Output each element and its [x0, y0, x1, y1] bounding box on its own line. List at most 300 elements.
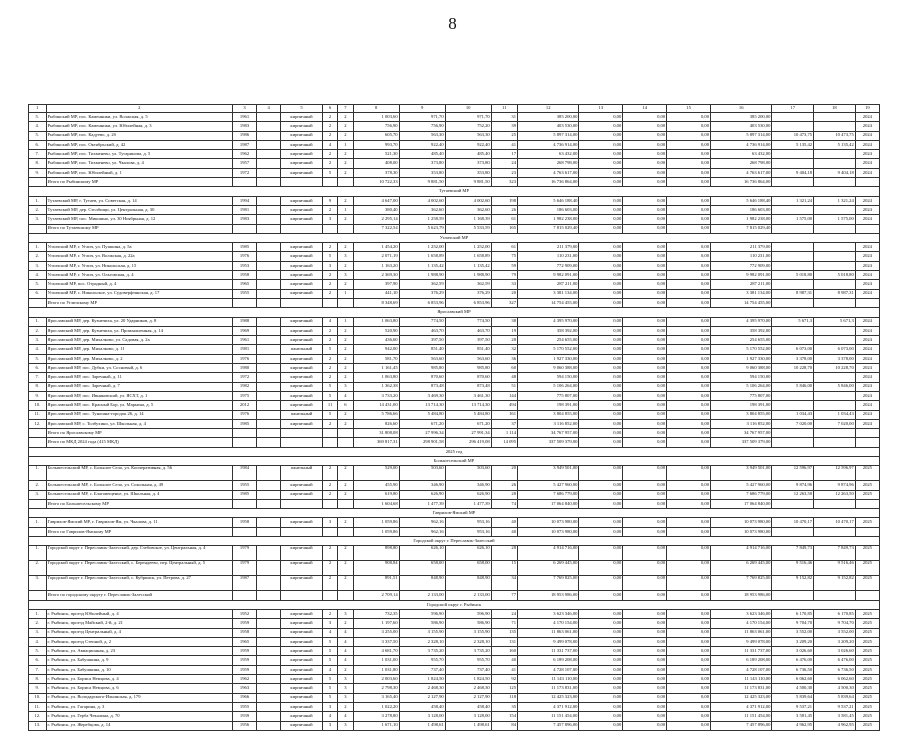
table-cell — [257, 518, 281, 527]
table-cell: 63 432,00 — [518, 150, 579, 159]
table-cell: 10 073 980,00 — [711, 527, 772, 536]
table-cell: 6. — [29, 364, 47, 373]
table-cell: 0,00 — [623, 609, 667, 618]
table-cell: 7. — [29, 150, 47, 159]
table-cell — [257, 619, 281, 628]
table-cell: 5 786,66 — [353, 410, 399, 419]
table-cell: 1 059,86 — [353, 527, 399, 536]
table-cell: 0,00 — [667, 429, 711, 438]
table-cell — [257, 243, 281, 252]
table-cell: 5 623,79 — [399, 224, 445, 233]
table-cell — [772, 499, 814, 508]
table-cell: 79 — [491, 271, 517, 280]
table-cell: 0,00 — [667, 438, 711, 447]
table-cell: 494 — [491, 401, 517, 410]
table-cell: кирпичный — [281, 684, 323, 693]
table-cell: 2 — [338, 518, 353, 527]
table-cell: 4 — [338, 647, 353, 656]
table-cell: 2024 — [855, 243, 879, 252]
table-cell: 1 252,00 — [399, 243, 445, 252]
table-cell: 0,00 — [579, 466, 623, 481]
table-cell: панельный — [281, 345, 323, 354]
table-cell: 4 395 970,00 — [518, 317, 579, 326]
table-cell: 3 — [322, 261, 337, 270]
table-cell: 0,00 — [623, 150, 667, 159]
table-cell: 0,00 — [623, 131, 667, 140]
table-cell: 2025 — [855, 490, 879, 499]
section-header-row — [29, 456, 880, 465]
table-cell — [281, 591, 323, 600]
table-cell: 2 369,30 — [353, 271, 399, 280]
total-row — [29, 499, 880, 508]
table-cell — [232, 298, 256, 307]
table-cell: 5. — [29, 113, 47, 122]
table-cell: 2025 — [855, 561, 879, 576]
table-cell: 403 530,00 — [711, 122, 772, 131]
table-cell: 26 — [491, 205, 517, 214]
table-cell: 3 337,50 — [353, 637, 399, 646]
table-cell: 3 — [322, 215, 337, 224]
table-cell: 1939 — [232, 712, 256, 721]
table-cell: 1 658,89 — [399, 252, 445, 261]
table-cell: 1959 — [232, 665, 256, 674]
table-cell: 0,00 — [579, 518, 623, 527]
table-cell: 0,00 — [579, 527, 623, 536]
table-cell: 8. — [29, 159, 47, 168]
table-cell: 9 404,18 — [814, 168, 856, 177]
table-cell: 0,00 — [623, 271, 667, 280]
table-cell: 75 — [491, 252, 517, 261]
table-cell: 6 189 208,00 — [711, 656, 772, 665]
table-cell — [257, 561, 281, 576]
table-cell: 955,70 — [399, 656, 445, 665]
table-cell — [772, 298, 814, 307]
table-cell: 3 116 852,00 — [711, 419, 772, 428]
table-cell: 5 106 264,00 — [711, 382, 772, 391]
table-cell: 671,20 — [445, 419, 491, 428]
table-cell: 31 808,08 — [353, 429, 399, 438]
table-cell: 1 477,39 — [399, 499, 445, 508]
table-cell — [855, 298, 879, 307]
total-row — [29, 429, 880, 438]
table-cell — [232, 429, 256, 438]
table-cell: 2025 — [855, 518, 879, 527]
table-cell: 0,00 — [667, 546, 711, 561]
table-cell: 2024 — [855, 410, 879, 419]
table-cell: 2024 — [855, 345, 879, 354]
table-cell — [814, 280, 856, 289]
table-cell: 848,90 — [399, 576, 445, 591]
table-cell — [257, 702, 281, 711]
table-cell: 0,00 — [667, 326, 711, 335]
table-cell: 563,60 — [399, 354, 445, 363]
table-cell: кирпичный — [281, 546, 323, 561]
table-cell: 5 839,64 — [814, 693, 856, 702]
table-cell: 0,00 — [623, 298, 667, 307]
table-cell: 380,40 — [353, 205, 399, 214]
table-cell — [257, 373, 281, 382]
table-cell: 0,00 — [667, 289, 711, 298]
table-cell — [257, 546, 281, 561]
table-cell: 40 — [491, 518, 517, 527]
table-cell: 3. — [29, 261, 47, 270]
table-cell: 10. — [29, 401, 47, 410]
table-cell: г. Рыбинск, ул. Бабушкина, д. 10 — [46, 665, 232, 674]
table-cell — [772, 391, 814, 400]
table-cell: 2024 — [855, 215, 879, 224]
table-cell: 0,00 — [623, 168, 667, 177]
table-cell: 362,59 — [399, 280, 445, 289]
table-cell: 1955 — [232, 481, 256, 490]
table-cell: 254 655,00 — [711, 336, 772, 345]
table-cell: 520,90 — [353, 326, 399, 335]
table-cell: 0,00 — [579, 438, 623, 447]
table-cell: 9 516,46 — [814, 561, 856, 576]
table-cell: 34 767 957,00 — [711, 429, 772, 438]
table-cell: 5 646 188,40 — [711, 196, 772, 205]
table-cell: 18 953 986,00 — [711, 591, 772, 600]
table-cell: 40 — [491, 656, 517, 665]
table-cell: 5 — [322, 693, 337, 702]
table-cell: 2025 — [855, 675, 879, 684]
table-cell: 0,00 — [623, 438, 667, 447]
table-cell: 3 552,00 — [772, 628, 814, 637]
table-cell: 3 378,00 — [814, 354, 856, 363]
table-cell: 1955 — [232, 702, 256, 711]
table-cell: 3 949 501,00 — [518, 466, 579, 481]
table-cell: 1 031,00 — [353, 656, 399, 665]
table-cell — [814, 178, 856, 187]
table-row — [29, 490, 880, 499]
table-cell: 2024 — [855, 382, 879, 391]
table-cell: кирпичный — [281, 702, 323, 711]
table-cell — [814, 298, 856, 307]
table-row — [29, 546, 880, 561]
table-cell: 6 — [338, 401, 353, 410]
table-cell — [29, 591, 47, 600]
table-cell: 17 — [491, 150, 517, 159]
table-cell: 922,40 — [399, 140, 445, 149]
table-cell: 0,00 — [579, 481, 623, 490]
table-cell: 1 — [338, 289, 353, 298]
column-number: 8 — [353, 105, 399, 113]
table-cell: Большесельский МР, с. Большое Село, ул. Сокольная, д. 49 — [46, 481, 232, 490]
table-cell: 298 901,58 — [399, 438, 445, 447]
table-cell: 1983 — [232, 215, 256, 224]
table-cell: Тутаевский МР, дер. Столбищи, ул. Центральная, д. 30 — [46, 205, 232, 214]
table-cell: 775 807,00 — [518, 391, 579, 400]
table-cell — [257, 693, 281, 702]
table-cell: 2. — [29, 561, 47, 576]
table-cell: 4 — [338, 391, 353, 400]
table-cell: 0,00 — [667, 354, 711, 363]
table-cell: 503,60 — [399, 466, 445, 481]
table-cell: 0,00 — [623, 354, 667, 363]
table-cell: 11 151 454,00 — [711, 712, 772, 721]
table-cell: 1 575,00 — [814, 215, 856, 224]
table-cell: Угличский МР, г. Углич, ул. Пушкина, д. 5а — [46, 243, 232, 252]
table-cell: кирпичный — [281, 656, 323, 665]
table-cell: 2 — [338, 546, 353, 561]
table-cell — [257, 527, 281, 536]
table-cell: 8 987,31 — [772, 289, 814, 298]
table-cell: 0,00 — [579, 721, 623, 730]
table-cell: 3 — [322, 619, 337, 628]
table-cell: 0,00 — [667, 317, 711, 326]
table-row — [29, 665, 880, 674]
table-cell: 3 155,90 — [445, 628, 491, 637]
table-cell: 0,00 — [667, 419, 711, 428]
table-cell: кирпичный — [281, 373, 323, 382]
table-cell: 4 002,60 — [399, 196, 445, 205]
table-cell: 2. — [29, 481, 47, 490]
table-row — [29, 317, 880, 326]
table-cell: 4 736 914,00 — [711, 140, 772, 149]
table-cell: 0,00 — [667, 224, 711, 233]
table-cell: 1. — [29, 196, 47, 205]
table-cell: 594 150,00 — [518, 373, 579, 382]
table-cell: 0,00 — [667, 637, 711, 646]
table-cell: 1 168,39 — [445, 215, 491, 224]
table-cell — [257, 140, 281, 149]
table-cell: 353,80 — [399, 168, 445, 177]
table-cell: 9 060 388,00 — [711, 364, 772, 373]
table-cell: 0,00 — [579, 224, 623, 233]
table-cell: Угличский МР, г. Углич, ул. Волжская, д. 22а — [46, 252, 232, 261]
table-cell — [855, 178, 879, 187]
table-cell: 33 — [491, 280, 517, 289]
table-cell: 84 — [491, 721, 517, 730]
table-cell: кирпичный — [281, 693, 323, 702]
table-row — [29, 159, 880, 168]
table-cell: 5 671,3 — [814, 317, 856, 326]
table-cell: 0,00 — [623, 252, 667, 261]
table-cell: 2 — [322, 131, 337, 140]
table-cell — [281, 499, 323, 508]
table-row — [29, 647, 880, 656]
table-cell: г. Рыбинск, ул. Бориса Немцова, д. 6 — [46, 684, 232, 693]
table-cell: 5. — [29, 131, 47, 140]
table-row — [29, 637, 880, 646]
total-row — [29, 224, 880, 233]
table-row — [29, 150, 880, 159]
table-cell — [257, 298, 281, 307]
table-cell: 6 073,00 — [814, 345, 856, 354]
table-cell: 0,00 — [667, 178, 711, 187]
table-cell: 0,00 — [667, 619, 711, 628]
table-cell: 2024 — [855, 113, 879, 122]
table-cell: кирпичный — [281, 490, 323, 499]
table-cell: 2025 — [855, 712, 879, 721]
table-row — [29, 326, 880, 335]
section-title: Городской округ г. Рыбинск — [29, 600, 880, 609]
table-cell: кирпичный — [281, 721, 323, 730]
table-row — [29, 271, 880, 280]
table-cell: 1 135,42 — [445, 261, 491, 270]
table-cell: 953,16 — [445, 527, 491, 536]
table-cell: 485,40 — [445, 150, 491, 159]
table-cell: Итого по МКД 2024 года (415 МКД) — [46, 438, 232, 447]
table-cell: 458,40 — [445, 702, 491, 711]
table-cell: 2024 — [855, 364, 879, 373]
table-cell: 0,00 — [667, 591, 711, 600]
table-cell — [257, 289, 281, 298]
table-cell — [338, 178, 353, 187]
table-cell: 0,00 — [623, 721, 667, 730]
table-cell: 2 — [338, 702, 353, 711]
table-cell: Ярославский МР, дер. Кузнечиха, ул. 20 Ударников, д. 8 — [46, 317, 232, 326]
table-cell: 2025 — [855, 637, 879, 646]
table-cell: 35 — [491, 702, 517, 711]
table-cell — [281, 224, 323, 233]
table-cell: 586,90 — [399, 619, 445, 628]
table-cell — [814, 205, 856, 214]
table-cell — [257, 721, 281, 730]
table-cell: 4 — [322, 628, 337, 637]
table-cell: 2024 — [855, 280, 879, 289]
table-cell: 92 — [491, 675, 517, 684]
table-cell: 0,00 — [579, 499, 623, 508]
table-cell: 851,40 — [445, 345, 491, 354]
table-cell: 9. — [29, 391, 47, 400]
table-cell: 11 — [322, 401, 337, 410]
table-cell: Ярославский МР, пос. Ивняковский, ул. ЯСХТ, д. 1 — [46, 391, 232, 400]
table-cell: 1958 — [232, 518, 256, 527]
table-cell: 0,00 — [623, 527, 667, 536]
table-cell: 2024 — [855, 289, 879, 298]
table-cell: 7 849,73 — [772, 546, 814, 561]
table-cell — [257, 159, 281, 168]
table-cell: 0,00 — [579, 289, 623, 298]
table-cell: 2 — [322, 481, 337, 490]
total-row — [29, 527, 880, 536]
table-cell: 4 500,30 — [814, 684, 856, 693]
table-cell: 7. — [29, 665, 47, 674]
table-cell — [257, 122, 281, 131]
table-cell — [257, 168, 281, 177]
table-cell: 20 — [491, 289, 517, 298]
table-cell: 2 — [322, 280, 337, 289]
table-cell — [232, 527, 256, 536]
table-cell: кирпичный — [281, 205, 323, 214]
table-cell: 1 604,68 — [353, 499, 399, 508]
table-cell: 13 714,30 — [445, 401, 491, 410]
table-cell — [257, 419, 281, 428]
table-cell: г. Рыбинск, ул. Бабушкина, д. 9 — [46, 656, 232, 665]
table-cell: 11 331 737,00 — [518, 647, 579, 656]
table-cell — [772, 326, 814, 335]
table-cell: г. Рыбинск, проезд Юбилейный, д. 4 — [46, 609, 232, 618]
table-cell: 110 231,00 — [711, 252, 772, 261]
table-cell: 0,00 — [579, 712, 623, 721]
table-cell: 1983 — [232, 122, 256, 131]
table-cell: 0,00 — [623, 490, 667, 499]
table-row — [29, 419, 880, 428]
table-cell: Итого по городскому округу г. Переславль-Залесский — [46, 591, 232, 600]
table-cell: 61 — [491, 215, 517, 224]
table-cell: Ярославский МР, пос. Туношна-городок 26, д. 14 — [46, 410, 232, 419]
table-cell: 198 — [491, 196, 517, 205]
table-row — [29, 712, 880, 721]
table-cell: 11. — [29, 702, 47, 711]
table-cell: 7 769 825,00 — [711, 576, 772, 591]
table-cell: 186 603,00 — [518, 205, 579, 214]
table-cell — [257, 205, 281, 214]
table-row — [29, 354, 880, 363]
table-cell: 11. — [29, 410, 47, 419]
table-cell — [814, 224, 856, 233]
table-cell: 2024 — [855, 317, 879, 326]
table-cell — [338, 591, 353, 600]
table-cell — [257, 665, 281, 674]
table-cell: 2025 — [855, 466, 879, 481]
table-row — [29, 252, 880, 261]
table-cell: 160 — [491, 647, 517, 656]
table-cell: 11 863 061,00 — [518, 628, 579, 637]
table-cell: 10. — [29, 693, 47, 702]
table-cell: 993,70 — [353, 140, 399, 149]
table-cell: 3 581,45 — [814, 712, 856, 721]
table-cell: 962,16 — [399, 518, 445, 527]
table-cell: 848,90 — [445, 576, 491, 591]
table-cell: 4. — [29, 345, 47, 354]
table-cell: Ярославский МР, пос. Дубки, ул. Сосновый, д. 6 — [46, 364, 232, 373]
table-cell: 1 — [338, 140, 353, 149]
table-cell: 11 173 831,00 — [711, 684, 772, 693]
table-cell — [772, 401, 814, 410]
table-cell: кирпичный — [281, 401, 323, 410]
table-row — [29, 675, 880, 684]
table-cell: 1 362,38 — [353, 382, 399, 391]
table-cell — [772, 113, 814, 122]
table-cell — [772, 178, 814, 187]
table-cell: 1962 — [232, 675, 256, 684]
table-cell: 1. — [29, 546, 47, 561]
table-cell: 9 704,70 — [772, 619, 814, 628]
table-cell: 3 469,30 — [399, 391, 445, 400]
table-cell: 4 — [338, 712, 353, 721]
table-cell: 3 255,00 — [353, 628, 399, 637]
table-cell: 337 509 379,00 — [711, 438, 772, 447]
table-cell — [257, 591, 281, 600]
table-cell — [257, 280, 281, 289]
table-cell: 2024 — [855, 196, 879, 205]
table-cell: кирпичный — [281, 289, 323, 298]
table-cell: 1958 — [232, 628, 256, 637]
table-row — [29, 205, 880, 214]
table-cell: 11 151 454,00 — [518, 712, 579, 721]
table-cell: 12 596,97 — [814, 466, 856, 481]
table-cell: Городской округ г. Переславль-Залесский, с. Берендеево, пер. Центральный, д. 5 — [46, 561, 232, 576]
table-cell: 10 473,75 — [772, 131, 814, 140]
table-cell: 12. — [29, 419, 47, 428]
table-cell: 5 — [322, 647, 337, 656]
table-cell: 0,00 — [667, 373, 711, 382]
table-cell: 10 722,33 — [353, 178, 399, 187]
table-cell: 0,00 — [623, 684, 667, 693]
table-cell: 6 476,00 — [814, 656, 856, 665]
table-cell: 3 155,90 — [399, 628, 445, 637]
table-cell: 5 — [322, 382, 337, 391]
table-cell: 0,00 — [579, 410, 623, 419]
table-cell: 0,00 — [623, 317, 667, 326]
table-cell: 4 — [322, 140, 337, 149]
table-cell: 6 853,96 — [445, 298, 491, 307]
table-cell: 4 002,60 — [445, 196, 491, 205]
table-cell: 0,00 — [667, 684, 711, 693]
table-cell: 5. — [29, 354, 47, 363]
table-cell: 2 — [322, 561, 337, 576]
